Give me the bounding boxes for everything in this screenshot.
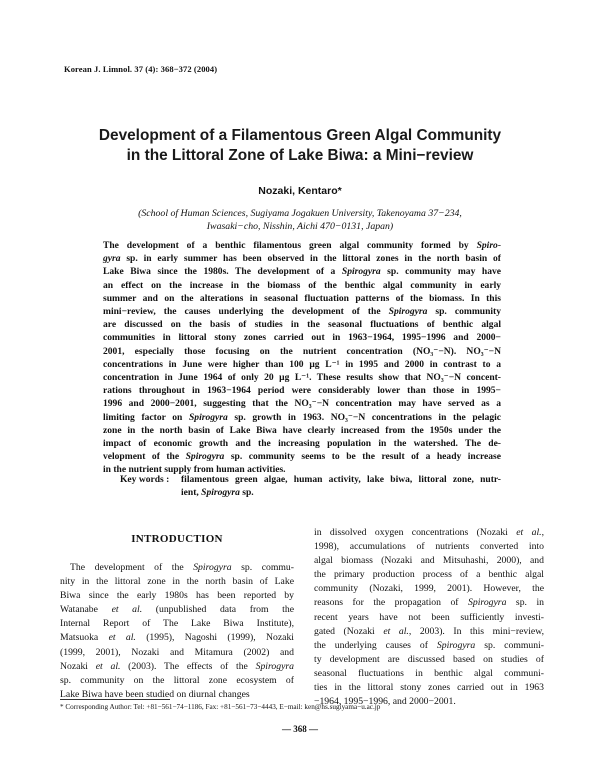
affiliation-line: Iwasaki−cho, Nisshin, Aichi 470−0131, Japan) xyxy=(206,221,394,232)
body-line: algal biomass (Nozaki and Mitsuhashi, 2000), and xyxy=(314,555,544,567)
abstract-line: limiting factor on Spirogyra sp. growth in 1963. NO₃⁻−N concentrations in the pelagic xyxy=(103,411,502,423)
keywords-list xyxy=(181,473,501,500)
affiliation-line: (School of Human Sciences, Sugiyama Jogakuen University, Takenoyama 37−234, xyxy=(138,208,462,219)
footnote-divider xyxy=(60,699,170,700)
body-line: Watanabe et al. (unpublished data from the xyxy=(60,604,294,616)
body-line: the primary production process of a benthic algal xyxy=(314,569,544,581)
body-line: ty development are discussed based on studies of xyxy=(314,653,544,665)
abstract-line: mini−review, the causes underlying the development of the Spirogyra sp. community xyxy=(103,306,501,318)
body-line: community (Nozaki, 1999, 2001). However, the xyxy=(314,583,544,595)
author-affiliation xyxy=(90,207,510,233)
body-line: gated (Nozaki et al., 2003). In this mini−review, xyxy=(314,625,544,637)
keywords-line: filamentous green algae, human activity, lake biwa, littoral zone, nutr- xyxy=(181,474,501,485)
body-line: Internal Report of The Lake Biwa Institute), xyxy=(60,618,294,630)
abstract-line: zone in the north basin of Lake Biwa have clearly increased from the 1950s under the xyxy=(103,424,501,436)
keywords-line: ient, Spirogyra sp. xyxy=(181,487,254,499)
body-line: sp. community on the littoral zone ecosystem of xyxy=(60,674,294,686)
paper-title xyxy=(60,126,540,166)
body-line: ties in the littoral stony zones carried out in 1963 xyxy=(314,682,544,694)
body-line: Biwa since the early 1980s has been reported by xyxy=(60,590,294,602)
body-line: nity in the littoral zone in the north basin of Lake xyxy=(60,576,294,588)
body-line: −1964, 1995−1996, and 2000−2001. xyxy=(314,696,456,708)
abstract-line: summer and on the alterations in seasonal fluctuation patterns of the biomass. In this xyxy=(103,292,501,304)
abstract-line: an effect on the increase in the biomass of the benthic algal community in early xyxy=(103,279,501,291)
title-line: in the Littoral Zone of Lake Biwa: a Mini−review xyxy=(126,147,474,164)
body-line: The development of the Spirogyra sp. commu- xyxy=(70,562,294,573)
abstract-line: in the nutrient supply from human activities. xyxy=(103,464,286,476)
journal-reference: Korean J. Limnol. 37 (4): 368−372 (2004) xyxy=(64,64,218,74)
keywords-label: Key words : xyxy=(120,474,170,485)
abstract-line: velopment of the Spirogyra sp. community seems to be the result of a heady increase xyxy=(103,451,502,463)
body-line: 1998), accumulations of nutrients converted into xyxy=(314,541,544,553)
abstract-line: 1996 and 2000−2001, suggesting that the NO₃⁻−N concentration may have served as a xyxy=(103,398,501,410)
intro-column-left xyxy=(60,561,294,702)
body-line: seasonal fluctuations in benthic algal communi- xyxy=(314,667,544,679)
intro-column-right xyxy=(314,526,544,709)
body-line: the underlying causes of Spirogyra sp. communi- xyxy=(314,639,544,651)
abstract-line: communities in littoral stony zones carried out in 1963−1964, 1995−1996 and 2000− xyxy=(103,332,501,344)
title-line: Development of a Filamentous Green Algal Community xyxy=(98,127,502,144)
body-line: recent years have not been sufficiently investi- xyxy=(314,611,544,623)
abstract-line: Lake Biwa since the 1980s. The development of a Spirogyra sp. community may have xyxy=(103,266,501,278)
body-line: in dissolved oxygen concentrations (Nozaki et al., xyxy=(314,527,545,538)
page-number: — 368 — xyxy=(282,724,318,734)
abstract-line: rations throughout in 1963−1964 period were considerably lower than those in 1995− xyxy=(103,385,501,397)
body-line: (1999, 2001), Nozaki and Mitamura (2002) and xyxy=(60,646,294,658)
body-line: Matsuoka et al. (1995), Nagoshi (1999), Nozaki xyxy=(60,632,294,644)
corresponding-author-footnote: * Corresponding Author: Tel: +81−561−74−1186, Fax: +81−561−73−4443, E−mail: ken@hs.sugiyama−u.ac.jp xyxy=(60,703,381,711)
abstract-line: concentration in June 1964 of only 20 μg L⁻¹. These results show that NO₃⁻−N concent- xyxy=(103,372,501,384)
abstract xyxy=(103,239,501,477)
body-line: Nozaki et al. (2003). The effects of the Spirogyra xyxy=(60,660,294,672)
body-line: reasons for the propagation of Spirogyra sp. in xyxy=(314,597,544,609)
body-line: Lake Biwa have been studied on diurnal changes xyxy=(60,688,250,700)
abstract-line: 2001, especially those focusing on the nutrient concentration (NO₃⁻−N). NO₃⁻−N xyxy=(103,345,501,357)
abstract-line: The development of a benthic filamentous green algal community formed by Spiro- xyxy=(103,240,501,251)
abstract-line: impact of economic growth and the increasing population in the watershed. The de- xyxy=(103,438,501,450)
abstract-line: are discussed on the basis of studies in the seasonal fluctuations of benthic algal xyxy=(103,319,501,331)
author-name: Nozaki, Kentaro* xyxy=(258,185,342,197)
section-heading-introduction: INTRODUCTION xyxy=(131,533,223,545)
abstract-line: concentrations in June were higher than 100 μg L⁻¹ in 1995 and 2000 in contrast to a xyxy=(103,358,501,370)
abstract-line: gyra sp. in early summer has been observed in the littoral zones in the north basin of xyxy=(103,253,501,265)
